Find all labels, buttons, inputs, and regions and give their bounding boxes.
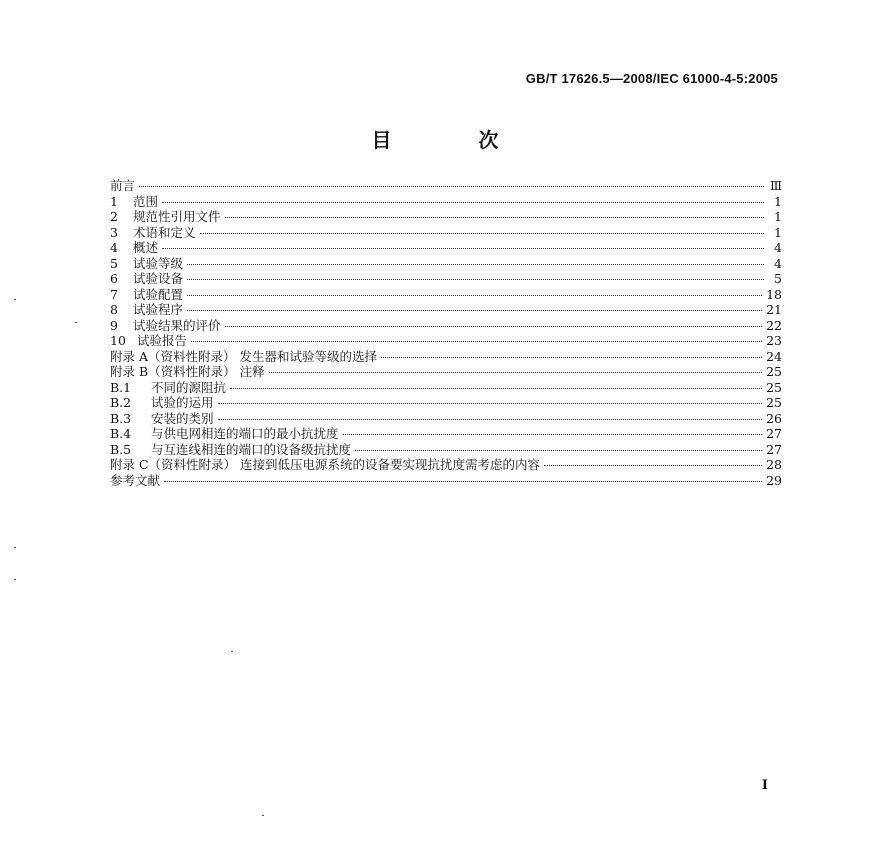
dot-leader [343,433,763,435]
toc-entry-number: 6 [110,271,118,286]
page-title: 目 次 [371,128,539,152]
dot-leader [187,278,764,280]
toc-entry[interactable] [110,362,782,378]
dot-leader [139,185,764,187]
toc-entry-number: B.4 [110,426,132,441]
toc-entry[interactable] [110,176,782,192]
dot-leader [225,325,763,327]
toc-entry[interactable] [110,316,782,332]
toc-entry-page: 28 [766,457,782,472]
toc-entry[interactable] [110,238,782,254]
dot-leader [187,309,762,311]
toc-entry-page: 1 [774,224,782,240]
toc-entry-page: 29 [766,472,782,488]
toc-entry-label: 试验的运用 [151,395,214,410]
dot-leader [218,418,763,420]
dot-leader [218,402,763,404]
toc-entry-page: 27 [766,426,782,441]
scan-speck [14,547,16,548]
toc-entry-label: 附录 C（资料性附录） 连接到低压电源系统的设备要实现抗扰度需考虑的内容 [110,457,541,472]
toc-entry-number: 4 [110,240,118,255]
toc-entry-label: 参考文献 [110,472,161,488]
dot-leader [164,480,762,482]
toc-entry-label: 试验报告 [137,333,188,348]
toc-entry-label: 附录 B（资料性附录） 注释 [110,364,265,379]
toc-entry-label: 范围 [133,193,159,209]
toc-entry-label: 与互连线相连的端口的设备级抗扰度 [151,441,352,457]
toc-entry-number: B.1 [110,379,132,395]
toc-entry-label: 前言 [110,178,136,193]
toc-entry-label: 试验设备 [133,271,184,286]
toc-entry-label: 与供电网相连的端口的最小抗扰度 [151,426,339,441]
toc-entry-page: 23 [766,333,782,348]
toc-entry[interactable] [110,207,782,223]
toc-entry-page: 25 [766,364,782,379]
toc-entry-number: B.3 [110,410,132,426]
toc-entry-label: 概述 [133,240,159,255]
scan-speck [75,322,77,323]
toc-entry-page: 1 [774,193,782,209]
toc-entry[interactable] [110,192,782,208]
toc-entry-page: 26 [766,410,782,426]
toc-entry[interactable] [110,300,782,316]
toc-entry-label: 规范性引用文件 [133,209,221,224]
dot-leader [269,371,762,373]
toc-entry-number: 3 [110,224,118,240]
toc-entry-label: 试验结果的评价 [133,317,221,333]
toc-entry-number: 2 [110,209,118,224]
scan-speck [14,579,16,580]
toc-entry-page: 18 [766,286,782,302]
standard-number: GB/T 17626.5—2008/IEC 61000-4-5:2005 [525,71,778,86]
toc-entry-number: 5 [110,255,118,271]
toc-entry-page: 25 [766,379,782,395]
toc-entry[interactable] [110,378,782,394]
toc-entry[interactable] [110,347,782,363]
toc-entry-number: 9 [110,317,118,333]
scan-speck [231,651,233,652]
toc-entry-page: Ⅲ [769,178,782,193]
toc-entry[interactable] [110,424,782,440]
toc-entry-number: B.2 [110,395,132,410]
dot-leader [381,356,762,358]
dot-leader [162,247,764,249]
toc-entry-number: 1 [110,193,118,209]
toc-entry-label: 不同的源阻抗 [151,379,227,395]
dot-leader [191,340,762,342]
toc-entry-label: 附录 A（资料性附录） 发生器和试验等级的选择 [110,348,377,364]
toc-entry[interactable] [110,455,782,471]
toc-entry-page: 22 [766,317,782,333]
dot-leader [187,294,762,296]
toc-entry-number: 8 [110,302,118,317]
toc-entry-label: 试验程序 [133,302,184,317]
dot-leader [225,216,764,218]
toc-entry-page: 1 [774,209,782,224]
toc-entry-page: 5 [774,271,782,286]
toc-entry[interactable] [110,393,782,409]
toc-entry-page: 4 [774,255,782,271]
toc-entry-number: 10 [110,333,126,348]
page-number: I [761,778,768,793]
dot-leader [230,387,762,389]
toc-entry[interactable] [110,285,782,301]
dot-leader [355,449,762,451]
toc-entry-page: 4 [774,240,782,255]
toc-entry-number: 7 [110,286,118,302]
dot-leader [200,232,764,234]
scan-speck [14,299,16,300]
toc-entry-label: 试验等级 [133,255,184,271]
toc-entry[interactable] [110,254,782,270]
toc-entry-label: 试验配置 [133,286,184,302]
toc-entry-page: 21 [766,302,782,317]
toc-entry[interactable] [110,409,782,425]
toc-entry-page: 27 [766,441,782,457]
toc-entry[interactable] [110,440,782,456]
toc-entry-page: 25 [766,395,782,410]
toc-entry[interactable] [110,269,782,285]
toc-entry-label: 术语和定义 [133,224,196,240]
toc-entry-page: 24 [766,348,782,364]
scan-speck [262,815,264,816]
toc-entry-number: B.5 [110,441,132,457]
dot-leader [162,201,764,203]
toc-entry-label: 安装的类别 [151,410,214,426]
dot-leader [187,263,764,265]
table-of-contents [110,176,782,486]
dot-leader [544,464,762,466]
